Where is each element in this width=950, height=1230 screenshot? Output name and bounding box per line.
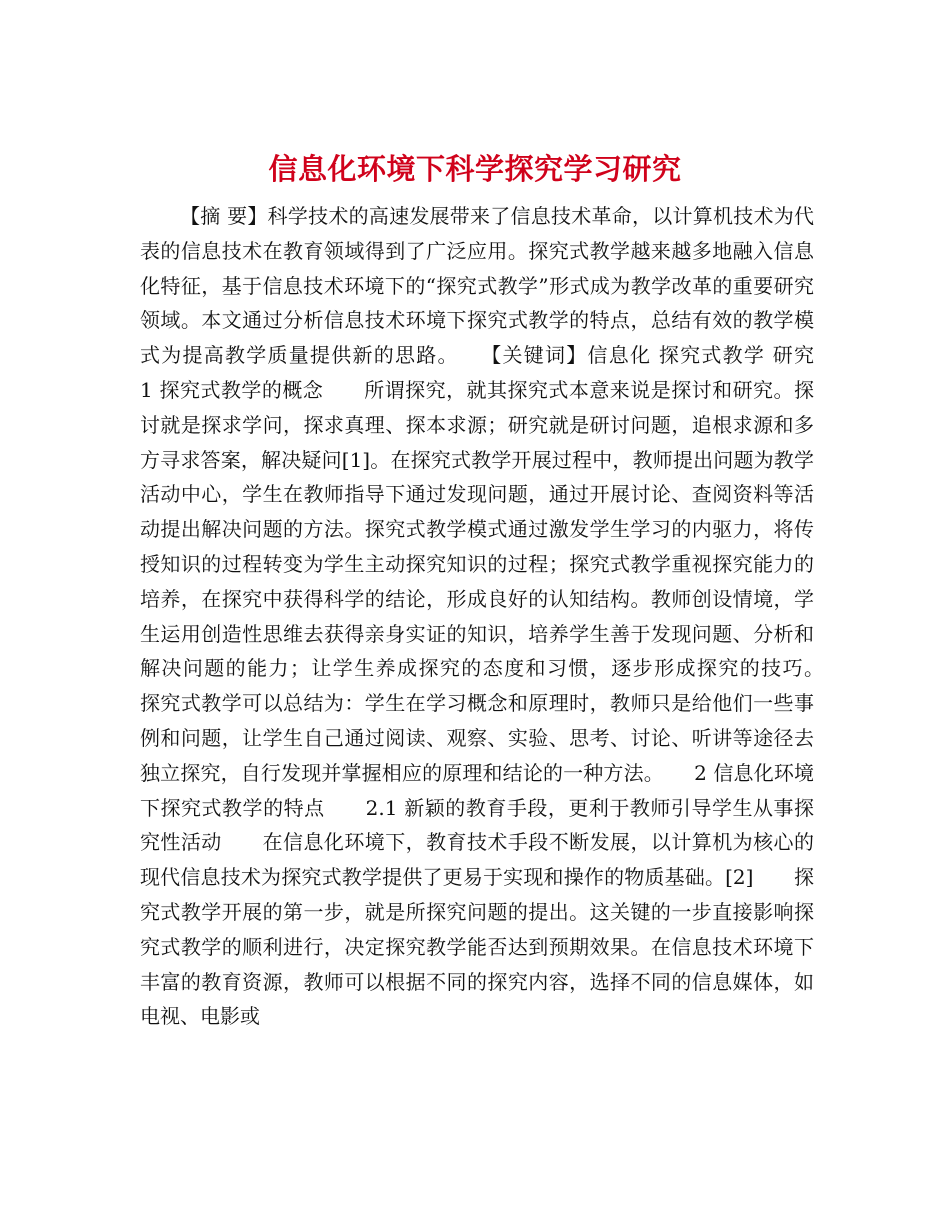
document-title: 信息化环境下科学探究学习研究 [268,152,682,187]
document-body: 【摘 要】科学技术的高速发展带来了信息技术革命，以计算机技术为代表的信息技术在教育领域得到了广泛应用。探究式教学越来越多地融入信息化特征，基于信息技术环境下的“探究式教学”形式成为教学改革的重要研究领域。本文通过分析信息技术环境下探究式教学的特点，总结有效的教学模式为提高教学质量提供新的思路。 【关键词】信息化 探究式教学 研究 1 探究式教学的概念 所谓探究，就其探究式本意来说是探讨和研究。探讨就是探求学问，探求真理、探本求源；研究就是研讨问题，追根求源和多方寻求答案，解决疑问[1]。在探究式教学开展过程中，教师提出问题为教学活动中心，学生在教师指导下通过发现问题，通过开展讨论、查阅资料等活动提出解决问题的方法。探究式教学模式通过激发学生学习的内驱力，将传授知识的过程转变为学生主动探究知识的过程；探究式教学重视探究能力的培养，在探究中获得科学的结论，形成良好的认知结构。教师创设情境，学生运用创造性思维去获得亲身实证的知识，培养学生善于发现问题、分析和解决问题的能力；让学生养成探究的态度和习惯，逐步形成探究的技巧。 探究式教学可以总结为：学生在学习概念和原理时，教师只是给他们一些事例和问题，让学生自己通过阅读、观察、实验、思考、讨论、听讲等途径去独立探究，自行发现并掌握相应的原理和结论的一种方法。 2 信息化环境下探究式教学的特点 2.1 新颖的教育手段，更利于教师引导学生从事探究性活动 在信息化环境下，教育技术手段不断发展，以计算机为核心的现代信息技术为探究式教学提供了更易于实现和操作的物质基础。[2] 探究式教学开展的第一步，就是所探究问题的提出。这关键的一步直接影响探究式教学的顺利进行，决定探究教学能否达到预期效果。在信息技术环境下丰富的教育资源，教师可以根据不同的探究内容，选择不同的信息媒体，如电视、电影或 [140,204,854,1029]
